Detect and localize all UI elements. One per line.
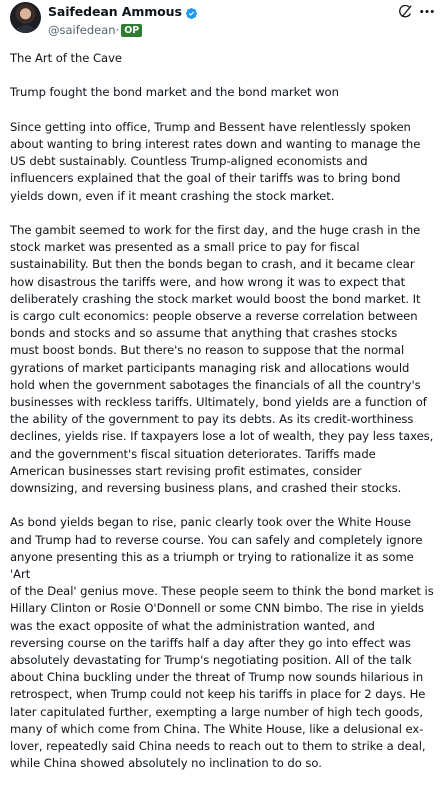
post-paragraph: As bond yields began to rise, panic clearly took over the White House and Trump had to reverse course. You can safely and completely ignore anyone presenting this as a triumph or trying to rationalize it as some 'Art of the Deal' genius move. These people seem to think the bond market is Hillary Clinton or Rosie O'Donnell or some CNN bimbo. The rise in yields was the exact opposite of what the administration wanted, and reversing course on the tariffs half a day after they go into effect was absolutely devastating for Trump's negotiating position. All of the talk about China buckling under the threat of Trump now sounds hilarious in retrospect, when Trump could not keep his tariffs in place for 2 days. He later capitulated further, exempting a large number of high tech goods, many of which come from China. The White House, like a delusional ex- lover, repeatedly said China needs to reach out to them to strike a deal, while China showed absolutely no inclination to do so. (10, 515, 434, 771)
verified-badge-icon (185, 5, 198, 18)
post-subtitle: Trump fought the bond market and the bond market won (10, 85, 339, 100)
grok-icon[interactable] (398, 4, 413, 19)
post-title: The Art of the Cave (10, 51, 122, 65)
post-text (10, 50, 436, 790)
post-header (0, 0, 441, 44)
author-handle-row (48, 22, 142, 38)
author-handle[interactable]: @saifedean· (48, 23, 120, 37)
op-badge: OP (121, 24, 142, 37)
author-name-row (48, 3, 198, 19)
more-options-icon[interactable] (418, 4, 436, 19)
user-avatar[interactable] (10, 2, 41, 33)
author-display-name[interactable]: Saifedean Ammous (48, 3, 182, 19)
post-paragraph: The gambit seemed to work for the first day, and the huge crash in the stock market was presented as a small price to pay for fiscal sustainability. But then the bonds began to crash, and it became clear how disastrous the tariffs were, and how wrong it was to expect that deliberately crashing the stock market would boost the bond market. It is cargo cult economics: people observe a reverse correlation between bonds and stocks and so assume that anything that crashes stocks must boost bonds. But there's no reason to suppose that the normal gyrations of market participants managing risk and allocations would hold when the government sabotages the financials of all the country's businesses with reckless tariffs. Ultimately, bond yields are a function of the ability of the government to pay its debts. As its credit-worthiness declines, yields rise. If taxpayers lose a lot of wealth, they pay less taxes, and the government's fiscal situation deteriorates. Tariffs made American businesses start revising profit estimates, consider downsizing, and reversing business plans, and crashed their stocks. (10, 222, 434, 496)
post-paragraph: Since getting into office, Trump and Bessent have relentlessly spoken about wanting to bring interest rates down and wanting to manage the US debt sustainably. Countless Trump-aligned economists and influencers explained that the goal of their tariffs was to bring bond yields down, even if it meant crashing the stock market. (10, 119, 421, 203)
